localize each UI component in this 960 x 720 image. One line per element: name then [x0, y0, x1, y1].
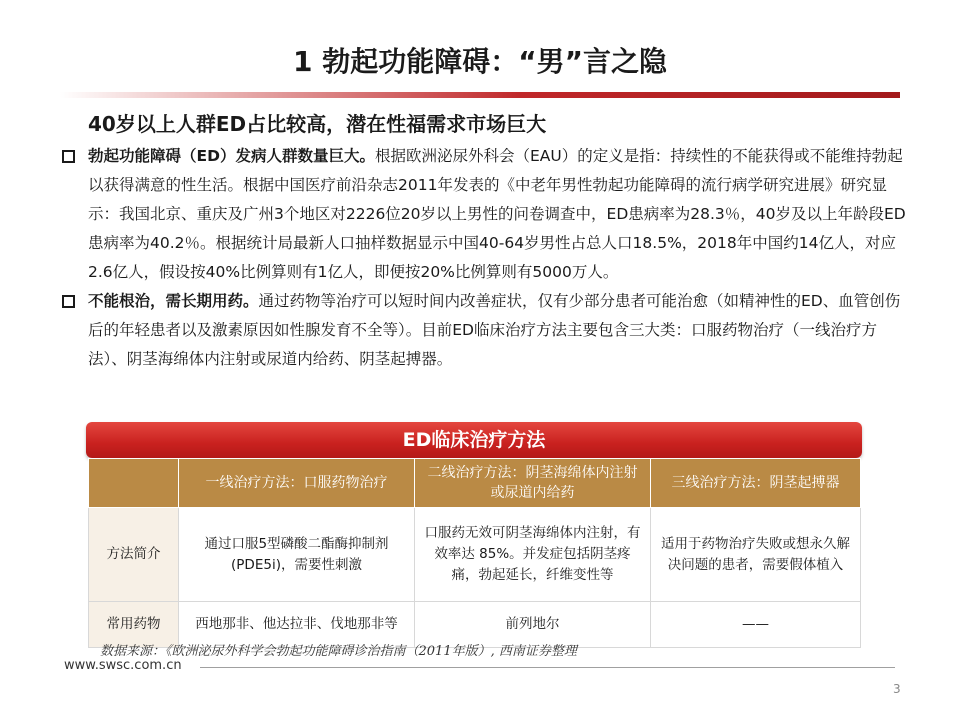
treatment-table [86, 422, 862, 648]
table-cell: 适用于药物治疗失败或想永久解决问题的患者，需要假体植入 [651, 508, 861, 602]
table-row [89, 508, 861, 602]
column-header [89, 459, 179, 508]
row-label: 常用药物 [89, 602, 179, 648]
table-cell: 口服药无效可阴茎海绵体内注射，有效率达 85%。并发症包括阴茎疼痛，勃起延长，纤维变性等 [415, 508, 651, 602]
slide-title: 1 勃起功能障碍：“男”言之隐 [292, 45, 668, 78]
bullet-lead: 勃起功能障碍（ED）发病人群数量巨大。 [88, 147, 375, 165]
column-header: 三线治疗方法：阴茎起搏器 [651, 459, 861, 508]
bullet-item-ed-prevalence [62, 142, 910, 287]
column-header: 二线治疗方法：阴茎海绵体内注射或尿道内给药 [415, 459, 651, 508]
bullet-text: 根据欧洲泌尿外科会（EAU）的定义是指：持续性的不能获得或不能维持勃起以获得满意的性生活。根据中国医疗前沿杂志2011年发表的《中老年男性勃起功能障碍的流行病学研究进展》研究显示：我国北京、重庆及广州3个地区对2226位20岁以上男性的问卷调查中，ED患病率为28.3％，40岁及以上年龄段ED患病率为40.2％。根据统计局最新人口抽样数据显示中国40-64岁男性占总人口18.5%，2018年中国约14亿人，对应2.6亿人，假设按40%比例算则有1亿人，即便按20%比例算则有5000万人。 [88, 147, 906, 281]
table-cell: —— [651, 602, 861, 648]
slide-subtitle: 40岁以上人群ED占比较高，潜在性福需求市场巨大 [88, 112, 547, 136]
data-source-note: 数据来源：《欧洲泌尿外科学会勃起功能障碍诊治指南（2011年版）, 西南证券整理 [100, 644, 577, 659]
title-underline [60, 92, 900, 98]
square-bullet-icon [62, 150, 75, 163]
table-title: ED临床治疗方法 [86, 422, 862, 458]
table-header-row [89, 459, 861, 508]
page-number: 3 [893, 682, 901, 696]
bullet-lead: 不能根治，需长期用药。 [88, 292, 259, 310]
square-bullet-icon [62, 295, 75, 308]
bullet-list [62, 142, 910, 374]
column-header: 一线治疗方法：口服药物治疗 [179, 459, 415, 508]
bullet-item-long-term-medication [62, 287, 910, 374]
bullet-text: 通过药物等治疗可以短时间内改善症状，仅有少部分患者可能治愈（如精神性的ED、血管创伤后的年轻患者以及激素原因如性腺发育不全等）。目前ED临床治疗方法主要包含三大类：口服药物治疗（一线治疗方法）、阴茎海绵体内注射或尿道内给药、阴茎起搏器。 [88, 292, 901, 368]
footer-divider [200, 667, 895, 668]
table-cell: 西地那非、他达拉非、伐地那非等 [179, 602, 415, 648]
row-label: 方法简介 [89, 508, 179, 602]
treatment-grid [88, 458, 861, 648]
table-cell: 通过口服5型磷酸二酯酶抑制剂(PDE5i)，需要性刺激 [179, 508, 415, 602]
table-cell: 前列地尔 [415, 602, 651, 648]
footer-url: www.swsc.com.cn [64, 658, 182, 673]
